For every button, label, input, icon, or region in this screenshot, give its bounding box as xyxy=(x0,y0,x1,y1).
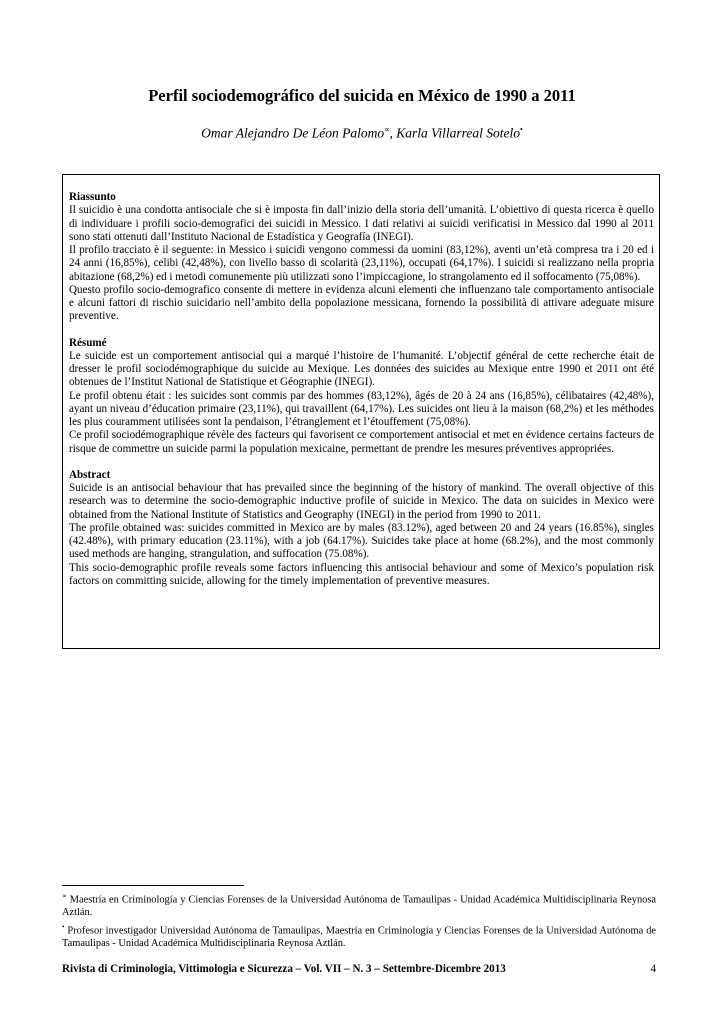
abstract-paragraph: Suicide is an antisocial behaviour that has prevailed since the beginning of the history of mankind. The overall objective of this research was to determine the socio-demographic inductive profile of suicide in Mexico. The data on suicides in Mexico were obtained from the National Institute of Statistics and Geography (INEGI) in the period from 1990 to 2011. xyxy=(69,482,654,521)
abstract-section-french xyxy=(69,337,654,456)
footnote-mark: • xyxy=(62,923,65,932)
footnote xyxy=(62,890,656,919)
footnote-text: Profesor investigador Universidad Autónoma de Tamaulipas, Maestría en Criminología y Ciencias Forenses de la Universidad Autónoma de Tamaulipas - Unidad Académica Multidisciplinaria Reynosa Aztlán. xyxy=(62,925,656,950)
abstract-paragraph: Ce profil sociodémographique révèle des facteurs qui favorisent ce comportement antisocial et met en évidence certains facteurs de risque de commettre un suicide parmi la population mexicaine, permettant de prendre les mesures préventives appropriées. xyxy=(69,429,654,455)
section-heading: Abstract xyxy=(69,468,111,481)
abstract-paragraph: Le suicide est un comportement antisocial qui a marqué l’histoire de l’humanité. L’objectif général de cette recherche était de dresser le profil sociodémographique du suicide au Mexique. Les données des suicides au Mexique entre 1990 et 2011 ont été obtenues de l’Institut National de Statistique et Géographie (INEGI). xyxy=(69,349,654,389)
journal-citation: Rivista di Criminologia, Vittimologia e Sicurezza – Vol. VII – N. 3 – Settembre-Dicembre 2013 xyxy=(62,963,506,975)
abstract-paragraph: The profile obtained was: suicides committed in Mexico are by males (83.12%), aged between 20 and 24 years (16.85%), singles (42.48%), with primary education (23.11%), with a job (64.17%). Suicides take place at home (68.2%), and the most commonly used methods are hanging, strangulation, and suffocation (75.08%). xyxy=(69,521,654,561)
footnotes xyxy=(62,890,656,953)
section-heading: Résumé xyxy=(69,336,107,349)
abstract-paragraph: Le profil obtenu était : les suicides sont commis par des hommes (83,12%), âgés de 20 à 24 ans (16,85%), célibataires (42,48%), ayant un niveau d’éducation primaire (23,11%), qui travaillent (64,17%). Les suicides ont lieu à la maison (68,2%) et les méthodes les plus couramment utilisées sont la pendaison, l’étranglement et l’étouffement (75,08%). xyxy=(69,389,654,428)
abstract-box xyxy=(62,174,660,649)
footnote-divider xyxy=(62,885,244,886)
abstract-section-english xyxy=(69,469,654,588)
page-number: 4 xyxy=(650,963,656,975)
author-separator: , xyxy=(389,125,397,141)
abstract-paragraph: This socio-demographic profile reveals some factors influencing this antisocial behaviour and some of Mexico’s population risk factors on committing suicide, allowing for the timely implementation of preventive measures. xyxy=(69,561,654,587)
footnote xyxy=(62,921,656,950)
paper-title: Perfil sociodemográfico del suicida en México de 1990 a 2011 xyxy=(148,86,576,105)
footnote-mark: ∝ xyxy=(384,125,390,134)
author-name: Karla Villarreal Sotelo xyxy=(396,125,521,141)
footnote-text: Maestría en Criminología y Ciencias Forenses de la Universidad Autónoma de Tamaulipas - Unidad Académica Multidisciplinaria Reynosa Aztlán. xyxy=(62,894,656,918)
page-footer xyxy=(62,963,656,975)
abstract-section-italian xyxy=(69,191,654,324)
footnote-mark: ∝ xyxy=(62,892,67,900)
abstract-paragraph: Il suicidio è una condotta antisociale che si è imposta fin dall’inizio della storia dell’umanità. L’obiettivo di questa ricerca è quello di individuare i profili socio-demografici dei suicidi in Messico. I dati relativi ai suicidi verificatisi in Messico dal 1990 al 2011 sono stati ottenuti dall’Instituto Nacional de Estadística y Geografía (INEGI). xyxy=(69,204,654,243)
abstract-paragraph: Questo profilo socio-demografico consente di mettere in evidenza alcuni elementi che influenzano tale comportamento antisociale e alcuni fattori di rischio suicidario nell’ambito della popolazione messicana, fornendo la possibilità di attivare adeguate misure preventive. xyxy=(69,283,654,323)
footnote-mark: • xyxy=(520,125,523,134)
abstract-paragraph: Il profilo tracciato è il seguente: in Messico i suicidi vengono commessi da uomini (83,12%), aventi un’età compresa tra i 20 ed i 24 anni (16,85%), celibi (42,48%), con livello basso di scolarità (23,11%), occupati (64,17%). I suicidi si realizzano nella propria abitazione (68,2%) ed i metodi comunemente più utilizzati sono l’impiccagione, lo strangolamento ed il soffocamento (75,08%). xyxy=(69,244,654,283)
author-line xyxy=(0,125,724,142)
author-name: Omar Alejandro De Léon Palomo xyxy=(201,125,385,141)
section-heading: Riassunto xyxy=(69,191,116,203)
